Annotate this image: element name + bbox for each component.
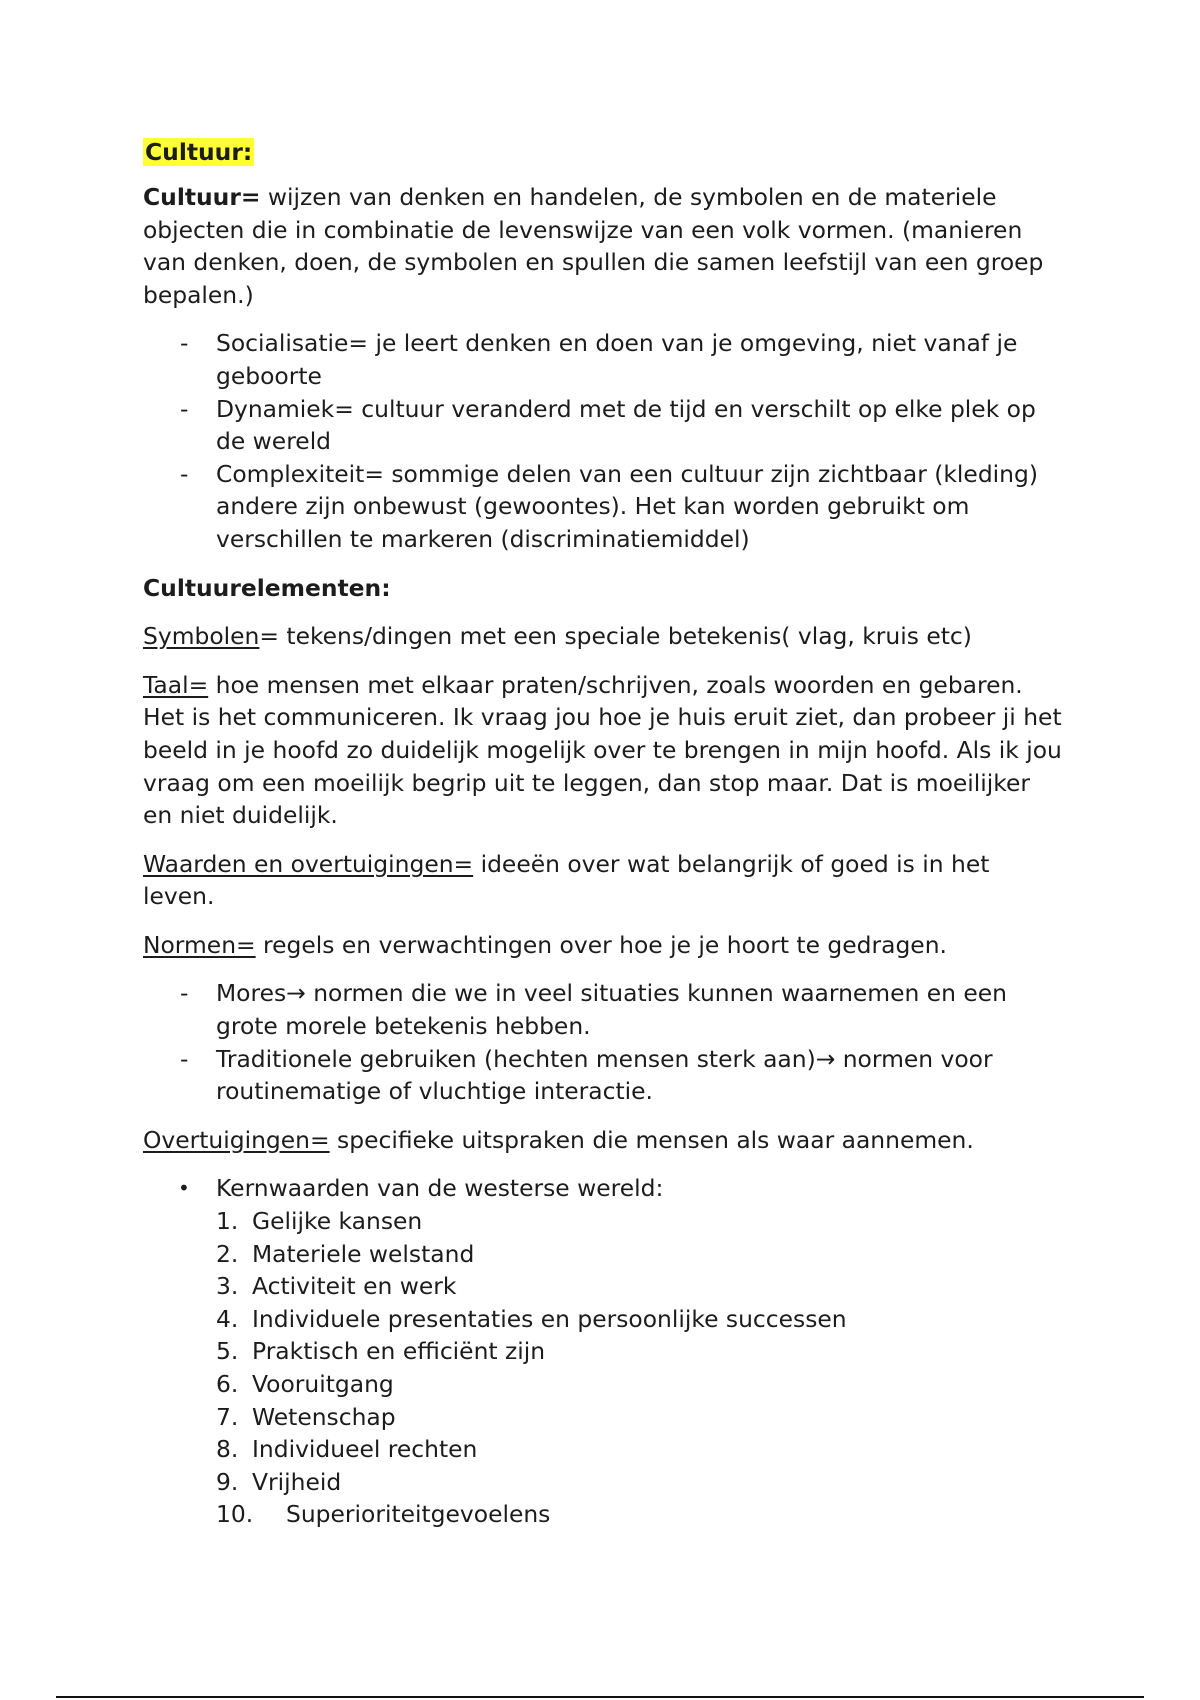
symbolen-text: = tekens/dingen met een speciale betekenis( vlag, kruis etc) <box>259 622 972 651</box>
dash-marker: - <box>180 394 189 423</box>
symbolen-paragraph <box>143 620 1063 653</box>
numbered-item <box>216 1498 1063 1531</box>
item-text: Individueel rechten <box>252 1435 478 1464</box>
list-item <box>143 1172 1063 1531</box>
list-item-text: Complexiteit= sommige delen van een cultuur zijn zichtbaar (kleding) andere zijn onbewust (gewoontes). Het kan worden gebruikt om verschillen te markeren (discriminatiemiddel) <box>216 459 1038 553</box>
normen-text: regels en verwachtingen over hoe je je hoort te gedragen. <box>255 930 947 959</box>
numbered-item <box>216 1303 1063 1336</box>
list-item-text: Traditionele gebruiken (hechten mensen sterk aan)→ normen voor routinematige of vluchtige interactie. <box>216 1044 993 1106</box>
dash-marker: - <box>180 1044 189 1073</box>
item-text: Vooruitgang <box>252 1370 394 1398</box>
list-item <box>143 458 1063 556</box>
title-highlight: Cultuur: <box>145 138 253 166</box>
item-number: 4. <box>216 1304 239 1333</box>
dash-marker: - <box>180 329 189 358</box>
item-number: 8. <box>216 1435 239 1464</box>
item-number: 3. <box>216 1272 239 1301</box>
normen-term: Normen= <box>143 930 256 959</box>
numbered-item <box>216 1238 1063 1271</box>
item-text: Superioriteitgevoelens <box>286 1500 551 1529</box>
document-page <box>143 136 1063 1547</box>
item-number: 1. <box>216 1207 239 1236</box>
list-item-text: Mores→ normen die we in veel situaties kunnen waarnemen en een grote morele betekenis hebben. <box>216 979 1007 1041</box>
page-bottom-divider <box>56 1696 1144 1698</box>
item-text: Individuele presentaties en persoonlijke successen <box>252 1304 847 1333</box>
numbered-item <box>216 1466 1063 1499</box>
item-text: Wetenschap <box>252 1402 396 1431</box>
core-values-label: Kernwaarden van de westerse wereld: <box>216 1174 664 1203</box>
waarden-paragraph <box>143 848 1063 913</box>
item-number: 9. <box>216 1467 239 1496</box>
list-item-text: Socialisatie= je leert denken en doen van je omgeving, niet vanaf je geboorte <box>216 329 1018 390</box>
item-text: Gelijke kansen <box>252 1207 423 1236</box>
normen-paragraph <box>143 929 1063 962</box>
list-item <box>143 1043 1063 1108</box>
traits-list <box>143 327 1063 555</box>
list-item <box>143 977 1063 1042</box>
numbered-item <box>216 1270 1063 1303</box>
item-text: Praktisch en efficiënt zijn <box>252 1337 546 1366</box>
symbolen-term: Symbolen <box>143 622 260 651</box>
list-item-text: Dynamiek= cultuur veranderd met de tijd en verschilt op elke plek op de wereld <box>216 394 1036 456</box>
numbered-item <box>216 1433 1063 1466</box>
numbered-item <box>216 1205 1063 1238</box>
bullet-marker: • <box>178 1176 190 1201</box>
numbered-item <box>216 1368 1063 1401</box>
definition-text: wijzen van denken en handelen, de symbolen en de materiele objecten die in combinatie de levenswijze van een volk vormen. (manieren van denken, doen, de symbolen en spullen die samen leefstijl van een groep bepalen.) <box>143 183 1044 309</box>
item-number: 5. <box>216 1337 239 1366</box>
item-number: 6. <box>216 1370 239 1398</box>
item-number: 7. <box>216 1402 239 1431</box>
dash-marker: - <box>180 459 189 488</box>
definition-paragraph <box>143 181 1063 311</box>
norm-types-list <box>143 977 1063 1107</box>
numbered-item <box>216 1335 1063 1368</box>
list-item <box>143 393 1063 458</box>
list-item <box>143 327 1063 392</box>
item-text: Activiteit en werk <box>252 1272 457 1301</box>
item-number: 2. <box>216 1239 239 1268</box>
overtuigingen-paragraph <box>143 1124 1063 1157</box>
dash-marker: - <box>180 979 189 1008</box>
page-title <box>143 136 1063 168</box>
taal-text: hoe mensen met elkaar praten/schrijven, zoals woorden en gebaren. Het is het communiceren. Ik vraag jou hoe je huis eruit ziet, dan probeer ji het beeld in je hoofd zo duidelijk mogelijk over te brengen in mijn hoofd. Als ik jou vraag om een moeilijk begrip uit te leggen, dan stop maar. Dat is moeilijker en niet duidelijk. <box>143 670 1062 830</box>
item-number: 10. <box>216 1500 254 1529</box>
waarden-term: Waarden en overtuigingen= <box>143 849 474 878</box>
numbered-list <box>216 1205 1063 1531</box>
overtuigingen-term: Overtuigingen= <box>143 1125 330 1154</box>
item-text: Vrijheid <box>252 1467 342 1496</box>
definition-term: Cultuur= <box>143 183 261 211</box>
item-text: Materiele welstand <box>252 1239 475 1268</box>
overtuigingen-text: specifieke uitspraken die mensen als waar aannemen. <box>329 1125 974 1154</box>
section-heading: Cultuurelementen: <box>143 573 391 602</box>
taal-paragraph <box>143 669 1063 832</box>
taal-term: Taal= <box>143 670 209 699</box>
numbered-item <box>216 1401 1063 1434</box>
waarden-text: ideeën over wat belangrijk of goed is in het leven. <box>143 849 990 911</box>
core-values-list <box>143 1172 1063 1531</box>
